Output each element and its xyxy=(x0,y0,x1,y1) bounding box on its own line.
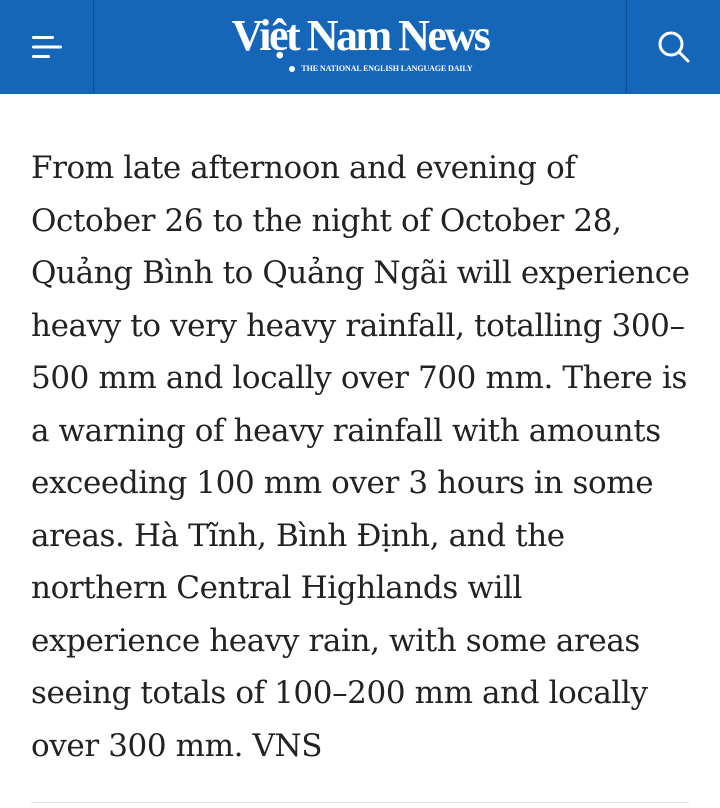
logo-dot-icon xyxy=(289,66,295,72)
logo-tagline-text: THE NATIONAL ENGLISH LANGUAGE DAILY xyxy=(301,64,473,73)
site-header xyxy=(0,0,720,94)
logo-tagline xyxy=(94,64,626,74)
logo-name: Việt Nam News xyxy=(231,11,489,60)
menu-icon xyxy=(30,32,64,62)
article-paragraph: From late afternoon and evening of October 26 to the night of October 28, Quảng Bình to Quảng Ngãi will experience heavy to very heavy rainfall, totalling 300–500 mm and locally over 700 mm. There is a warning of heavy rainfall with amounts exceeding 100 mm over 3 hours in some areas. Hà Tĩnh, Bình Định, and the northern Central Highlands will experience heavy rain, with some areas seeing totals of 100–200 mm and locally over 300 mm. VNS xyxy=(31,150,690,764)
site-logo[interactable] xyxy=(94,0,626,94)
content-divider xyxy=(31,802,689,803)
menu-button[interactable] xyxy=(0,0,94,94)
search-button[interactable] xyxy=(626,0,720,94)
search-icon xyxy=(656,29,692,65)
